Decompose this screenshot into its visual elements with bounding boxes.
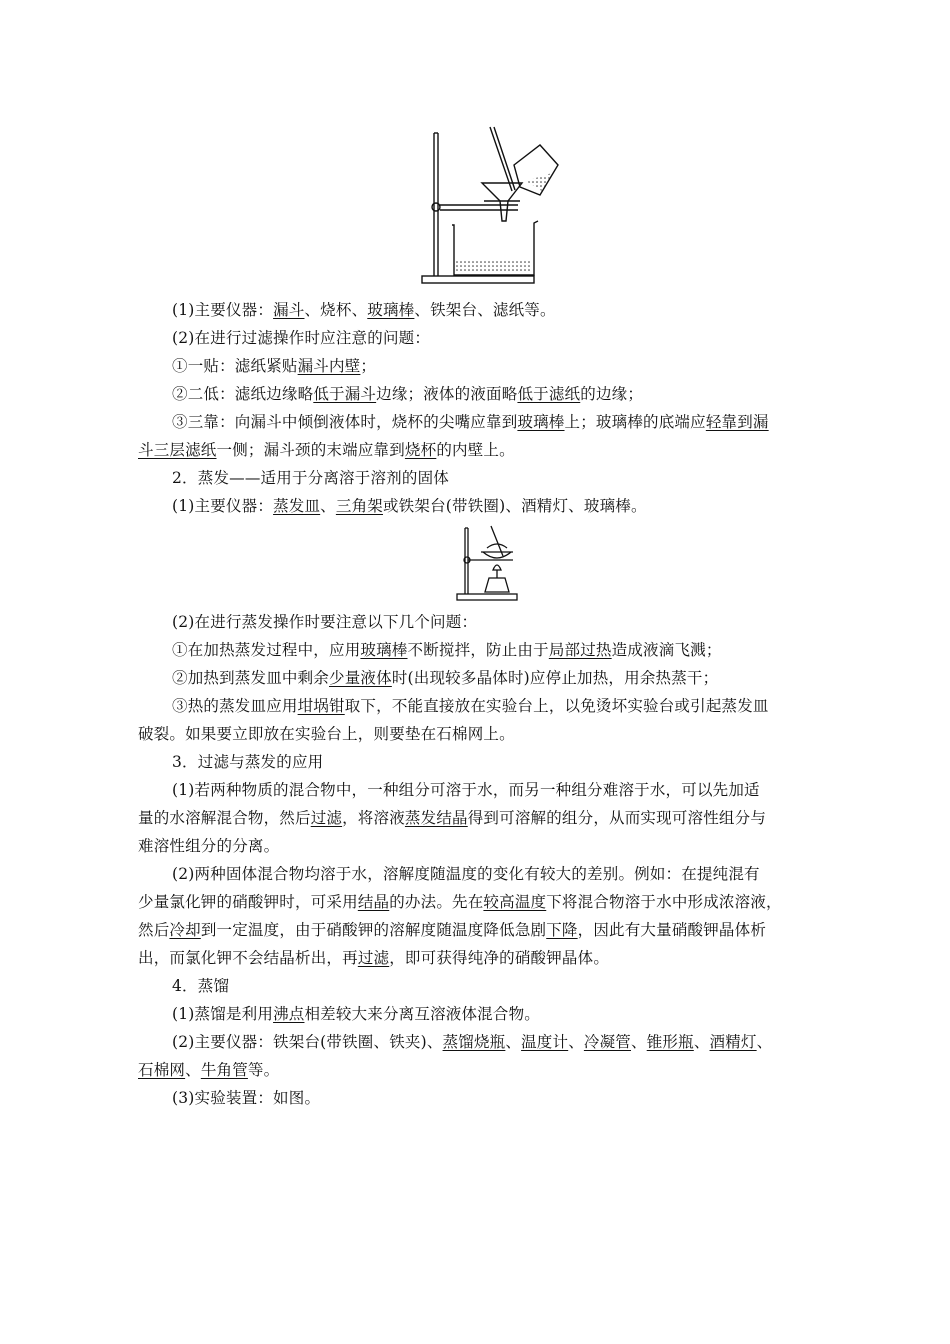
text-span: ，将溶液 xyxy=(342,809,405,827)
text-span: 出，而氯化钾不会结晶析出，再 xyxy=(138,949,358,967)
answer-blank: 蒸发结晶 xyxy=(404,809,468,827)
evaporation-notes-intro: (2)在进行蒸发操作时要注意以下几个问题： xyxy=(172,613,478,631)
answer-blank: 轻靠到漏 xyxy=(705,413,769,431)
text-span: 、 xyxy=(505,1033,522,1051)
answer-blank: 牛角管 xyxy=(200,1061,248,1079)
application-heading: 3．过滤与蒸发的应用 xyxy=(172,753,324,771)
application-p1-line3: 难溶性组分的分离。 xyxy=(138,837,280,855)
evaporation-note-2 xyxy=(172,668,852,688)
text-span: ； xyxy=(360,357,377,375)
text-span: 一侧；漏斗颈的末端应靠到 xyxy=(216,441,405,459)
answer-blank: 少量液体 xyxy=(329,669,392,687)
text-span: (1)主要仪器： xyxy=(172,301,274,319)
evaporation-heading: 2．蒸发——适用于分离溶于溶剂的固体 xyxy=(172,469,449,487)
text-span: ①在加热蒸发过程中，应用 xyxy=(172,641,361,659)
text-span: 的办法。先在 xyxy=(389,893,484,911)
answer-blank: 酒精灯 xyxy=(709,1033,757,1051)
answer-blank: 锥形瓶 xyxy=(646,1033,694,1051)
text-span: 上；玻璃棒的底端应 xyxy=(564,413,706,431)
answer-blank: 玻璃棒 xyxy=(360,641,408,659)
text-span: 、 xyxy=(185,1061,201,1079)
text-span: (1)蒸馏是利用 xyxy=(172,1005,274,1023)
answer-blank: 蒸发皿 xyxy=(273,497,321,515)
filtration-instruments-line xyxy=(172,300,852,320)
answer-blank: 低于漏斗 xyxy=(313,385,377,403)
answer-blank: 漏斗 xyxy=(273,301,305,319)
filtration-one-stick xyxy=(172,356,852,376)
application-p2-line1: (2)两种固体混合物均溶于水，溶解度随温度的变化有较大的差别。例如：在提纯混有 xyxy=(172,865,760,883)
filtration-three-lean-cont xyxy=(138,440,818,460)
text-span: 到一定温度，由于硝酸钾的溶解度随温度降低急剧 xyxy=(200,921,547,939)
answer-blank: 漏斗内壁 xyxy=(297,357,361,375)
text-span: 造成液滴飞溅； xyxy=(611,641,722,659)
evaporation-note-3 xyxy=(172,696,852,716)
evaporation-note-1 xyxy=(172,640,852,660)
answer-blank: 较高温度 xyxy=(483,893,547,911)
distillation-principle xyxy=(172,1004,852,1024)
text-span: 少量氯化钾的硝酸钾时，可采用 xyxy=(138,893,358,911)
text-span: 然后 xyxy=(138,921,170,939)
answer-blank: 结晶 xyxy=(357,893,390,911)
text-span: 不断搅拌，防止由于 xyxy=(407,641,549,659)
text-span: 、 xyxy=(756,1033,773,1051)
application-p2-line4 xyxy=(138,948,818,968)
answer-blank: 过滤 xyxy=(310,809,343,827)
text-span: ③三靠：向漏斗中倾倒液体时，烧杯的尖嘴应靠到 xyxy=(172,413,518,431)
answer-blank: 温度计 xyxy=(521,1033,569,1051)
distillation-heading: 4．蒸馏 xyxy=(172,977,230,995)
answer-blank: 过滤 xyxy=(357,949,390,967)
text-span: 、烧杯、 xyxy=(304,301,368,319)
application-p2-line2 xyxy=(138,892,818,912)
text-span: 取下，不能直接放在实验台上，以免烫坏实验台或引起蒸发皿 xyxy=(344,697,769,715)
answer-blank: 坩埚钳 xyxy=(297,697,345,715)
filtration-diagram xyxy=(420,125,560,285)
answer-blank: 玻璃棒 xyxy=(517,413,565,431)
filtration-two-low xyxy=(172,384,852,404)
text-span: ①一贴：滤纸紧贴 xyxy=(172,357,298,375)
text-span: 、 xyxy=(693,1033,710,1051)
distillation-instruments-line xyxy=(172,1032,852,1052)
answer-blank: 蒸馏烧瓶 xyxy=(442,1033,506,1051)
answer-blank: 斗三层滤纸 xyxy=(138,441,217,459)
text-span: ，因此有大量硝酸钾晶体析 xyxy=(577,921,767,939)
text-span: 量的水溶解混合物，然后 xyxy=(138,809,311,827)
filtration-three-lean xyxy=(172,412,852,432)
evaporation-diagram xyxy=(455,522,525,602)
text-span: 、 xyxy=(631,1033,647,1051)
filtration-notes-intro: (2)在进行过滤操作时应注意的问题： xyxy=(172,329,431,347)
answer-blank: 冷凝管 xyxy=(583,1033,631,1051)
text-span: 、 xyxy=(320,497,336,515)
text-span: 的内壁上。 xyxy=(436,441,515,459)
text-span: 、铁架台、滤纸等。 xyxy=(414,301,556,319)
text-span: 得到可溶解的组分，从而实现可溶性组分与 xyxy=(467,809,767,827)
text-span: 下将混合物溶于水中形成浓溶液， xyxy=(546,893,782,911)
text-span: 边缘；液体的液面略 xyxy=(376,385,518,403)
text-span: 、 xyxy=(568,1033,584,1051)
text-span: 时(出现较多晶体时)应停止加热，用余热蒸干； xyxy=(391,669,719,687)
application-p1-line2 xyxy=(138,808,818,828)
text-span: ③热的蒸发皿应用 xyxy=(172,697,298,715)
answer-blank: 玻璃棒 xyxy=(367,301,415,319)
text-span: ②二低：滤纸边缘略 xyxy=(172,385,314,403)
text-span: 等。 xyxy=(247,1061,280,1079)
distillation-apparatus-line: (3)实验装置：如图。 xyxy=(172,1089,321,1107)
text-span: (2)主要仪器：铁架台(带铁圈、铁夹)、 xyxy=(172,1033,443,1051)
answer-blank: 低于滤纸 xyxy=(517,385,581,403)
text-span: (1)主要仪器： xyxy=(172,497,274,515)
answer-blank: 石棉网 xyxy=(138,1061,186,1079)
answer-blank: 冷却 xyxy=(169,921,201,939)
answer-blank: 沸点 xyxy=(273,1005,305,1023)
application-p1-line1: (1)若两种物质的混合物中，一种组分可溶于水，而另一种组分难溶于水，可以先加适 xyxy=(172,781,760,799)
answer-blank: 烧杯 xyxy=(404,441,437,459)
text-span: ②加热到蒸发皿中剩余 xyxy=(172,669,330,687)
text-span: 相差较大来分离互溶液体混合物。 xyxy=(304,1005,540,1023)
text-span: ，即可获得纯净的硝酸钾晶体。 xyxy=(389,949,610,967)
answer-blank: 三角架 xyxy=(335,497,383,515)
evaporation-note-3-cont: 破裂。如果要立即放在实验台上，则要垫在石棉网上。 xyxy=(138,725,515,743)
distillation-instruments-cont xyxy=(138,1060,818,1080)
application-p2-line3 xyxy=(138,920,818,940)
answer-blank: 下降 xyxy=(546,921,578,939)
text-span: 的边缘； xyxy=(580,385,644,403)
evaporation-apparatus-figure xyxy=(455,522,525,602)
evaporation-instruments-line xyxy=(172,496,852,516)
answer-blank: 局部过热 xyxy=(548,641,612,659)
filtration-apparatus-figure xyxy=(420,125,560,285)
text-span: 或铁架台(带铁圈)、酒精灯、玻璃棒。 xyxy=(382,497,647,515)
